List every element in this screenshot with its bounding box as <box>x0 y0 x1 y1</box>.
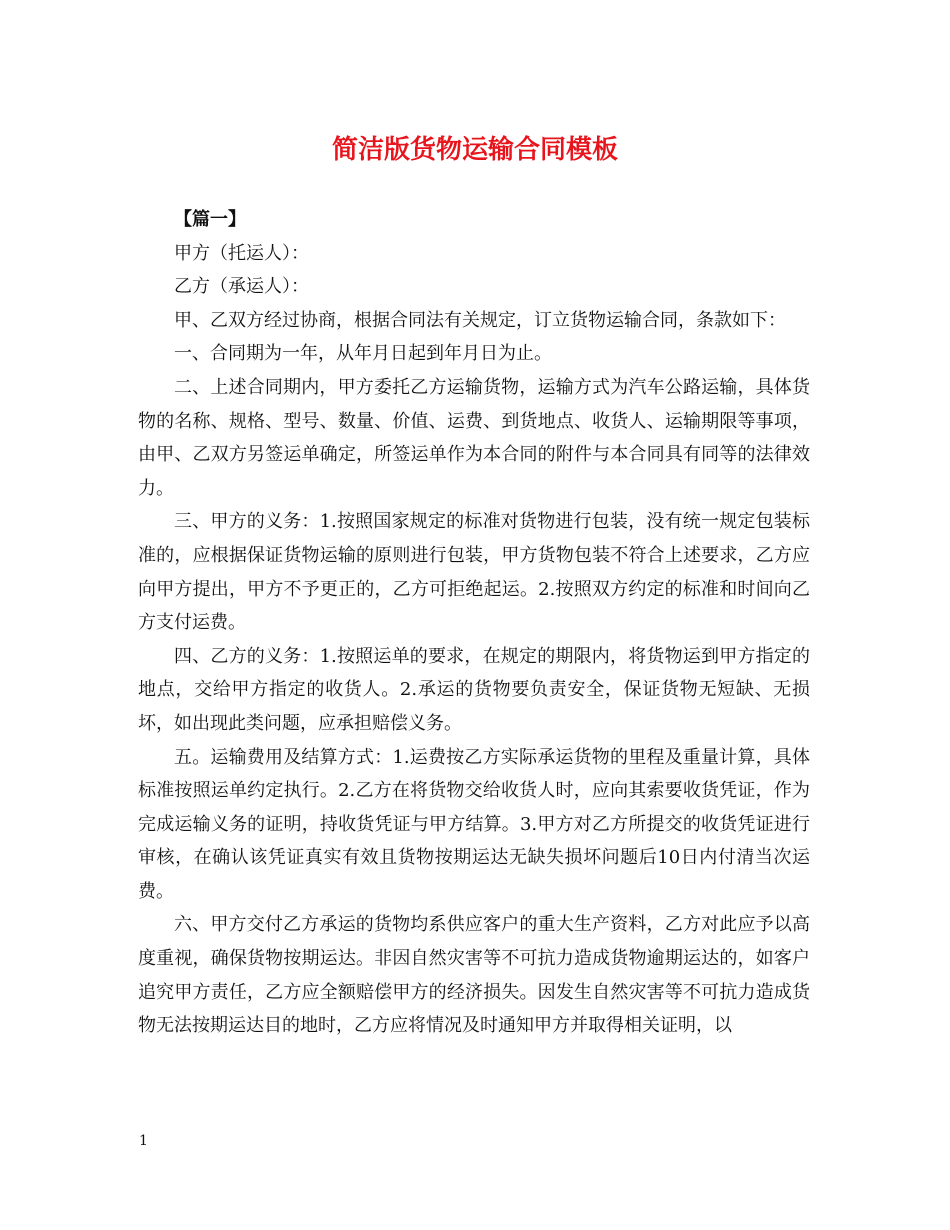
party-b-line: 乙方（承运人）： <box>174 276 309 298</box>
preamble-paragraph: 甲、乙双方经过协商，根据合同法有关规定，订立货物运输合同，条款如下： <box>174 309 786 331</box>
page-number: 1 <box>139 1133 148 1149</box>
clause-6-paragraph: 六、甲方交付乙方承运的货物均系供应客户的重大生产资料，乙方对此应予以高度重视，确保货物按期运达。非因自然灾害等不可抗力造成货物逾期运达的，如客户追究甲方责任，乙方应全额赔偿甲方的经济损失。因发生自然灾害等不可抗力造成货物无法按期运达目的地时，乙方应将情况及时通知甲方并取得相关证明，以 <box>138 914 810 1037</box>
clause-1-paragraph: 一、合同期为一年，从年月日起到年月日为止。 <box>174 343 552 365</box>
clause-3-paragraph: 三、甲方的义务：1.按照国家规定的标准对货物进行包装，没有统一规定包装标准的，应根据保证货物运输的原则进行包装，甲方货物包装不符合上述要求，乙方应向甲方提出，甲方不予更正的，乙方可拒绝起运。2.按照双方约定的标准和时间向乙方支付运费。 <box>138 511 810 634</box>
document-body <box>138 203 810 1043</box>
document-title: 简洁版货物运输合同模板 <box>331 135 618 165</box>
section-heading: 【篇一】 <box>174 209 246 230</box>
clause-5-paragraph: 五。运输费用及结算方式：1.运费按乙方实际承运货物的里程及重量计算，具体标准按照运单约定执行。2.乙方在将货物交给收货人时，应向其索要收货凭证，作为完成运输义务的证明，持收货凭证与甲方结算。3.甲方对乙方所提交的收货凭证进行审核，在确认该凭证真实有效且货物按期运达无缺失损坏问题后10日内付清当次运费。 <box>138 746 810 902</box>
clause-2-paragraph: 二、上述合同期内，甲方委托乙方运输货物，运输方式为汽车公路运输，具体货物的名称、规格、型号、数量、价值、运费、到货地点、收货人、运输期限等事项，由甲、乙双方另签运单确定，所签运单作为本合同的附件与本合同具有同等的法律效力。 <box>138 376 810 499</box>
clause-4-paragraph: 四、乙方的义务：1.按照运单的要求，在规定的期限内，将货物运到甲方指定的地点，交给甲方指定的收货人。2.承运的货物要负责安全，保证货物无短缺、无损坏，如出现此类问题，应承担赔偿义务。 <box>138 645 810 734</box>
party-a-line: 甲方（托运人）： <box>174 242 309 264</box>
